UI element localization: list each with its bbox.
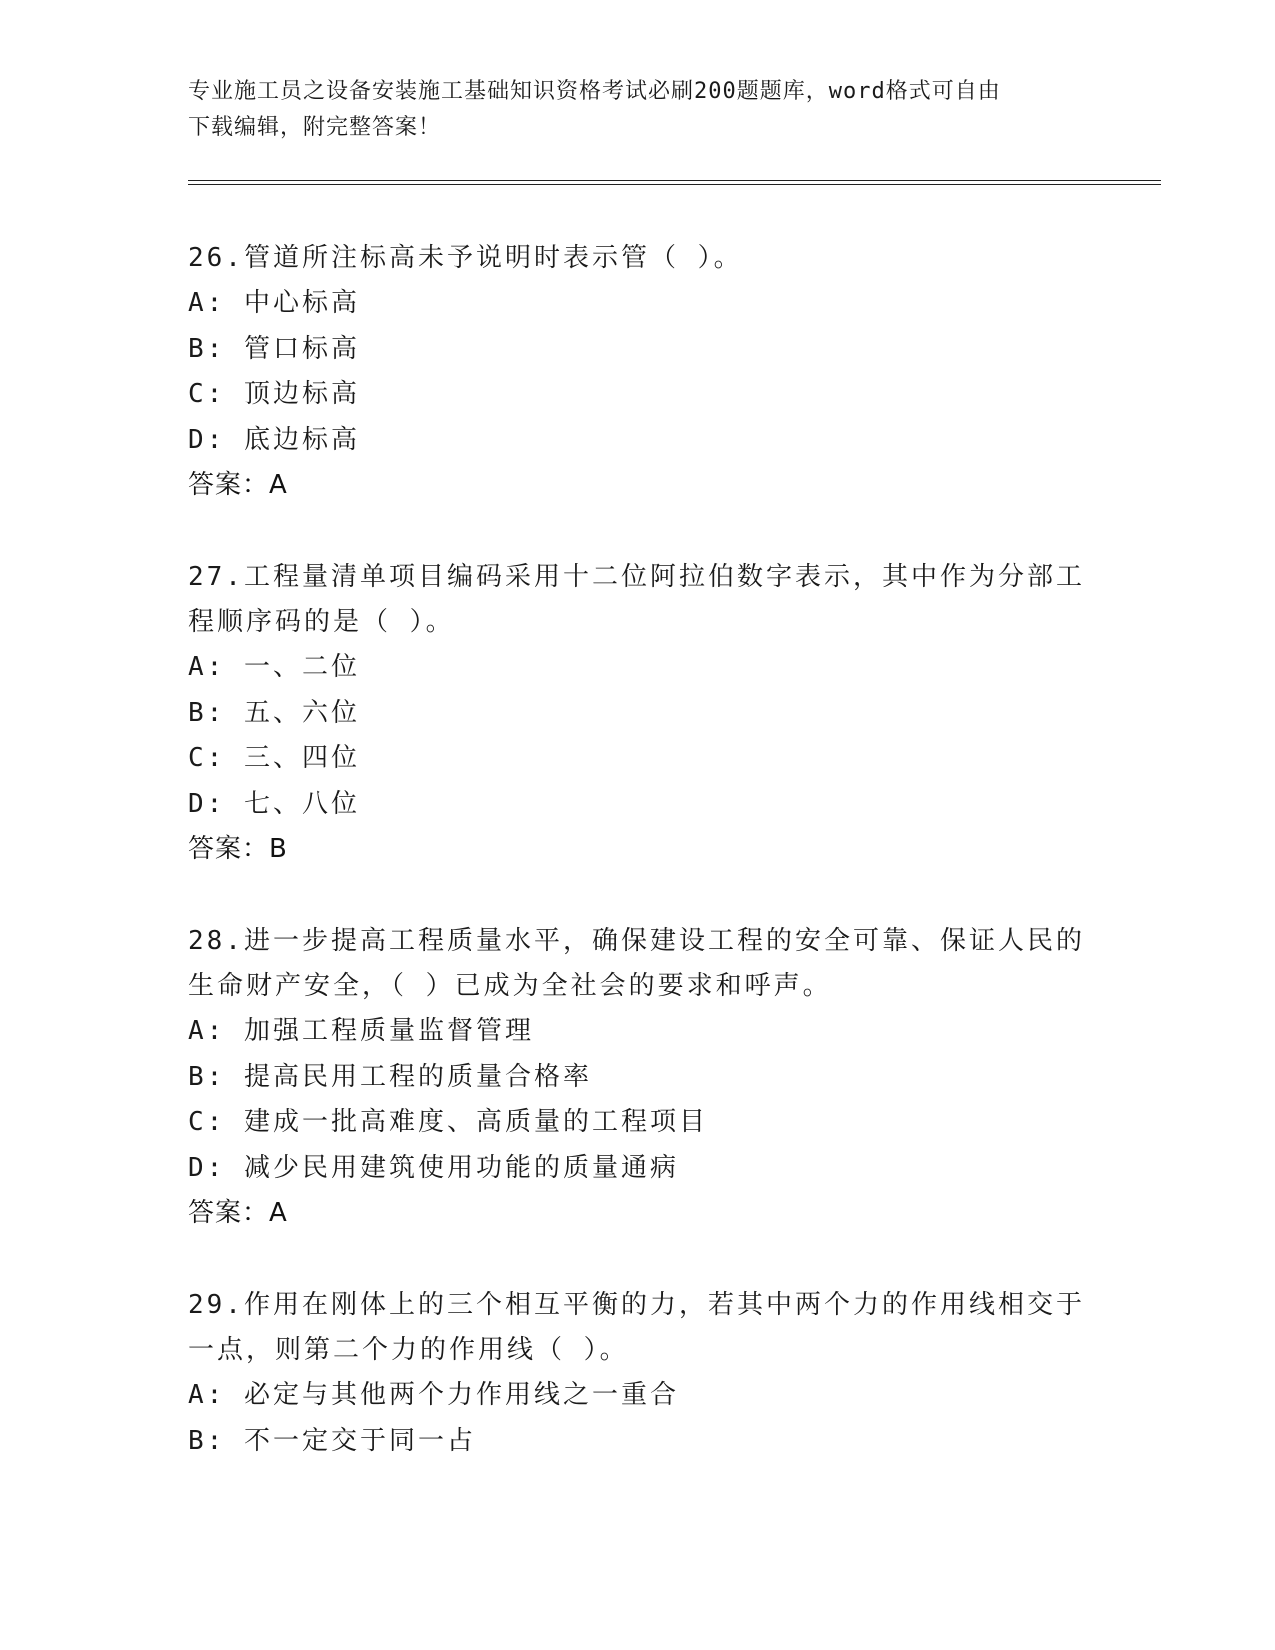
question-stem: 27.工程量清单项目编码采用十二位阿拉伯数字表示，其中作为分部工程顺序码的是（ ）。	[188, 562, 1085, 637]
answer: 答案：B	[188, 834, 288, 864]
option-c: C: 三、四位	[188, 743, 360, 773]
option-c: C: 建成一批高难度、高质量的工程项目	[188, 1107, 708, 1137]
option-b: B: 不一定交于同一占	[188, 1425, 476, 1456]
option-b: B: 五、六位	[188, 697, 360, 728]
question-28	[188, 919, 1088, 1236]
option-c: C: 顶边标高	[188, 379, 360, 409]
option-b: B: 管口标高	[188, 333, 360, 364]
option-d: D: 七、八位	[188, 788, 360, 819]
question-list	[188, 236, 1088, 1511]
option-a: A: 一、二位	[188, 652, 360, 682]
header-line-1: 专业施工员之设备安装施工基础知识资格考试必刷200题题库，word格式可自由	[188, 79, 1001, 104]
option-d: D: 底边标高	[188, 424, 360, 455]
option-a: A: 加强工程质量监督管理	[188, 1016, 534, 1046]
question-27	[188, 555, 1088, 872]
header-double-rule	[188, 180, 1161, 185]
option-a: A: 必定与其他两个力作用线之一重合	[188, 1380, 679, 1410]
question-stem: 29.作用在刚体上的三个相互平衡的力，若其中两个力的作用线相交于一点，则第二个力的作用线（ ）。	[188, 1290, 1085, 1365]
question-stem: 26.管道所注标高未予说明时表示管（ ）。	[188, 243, 743, 273]
option-b: B: 提高民用工程的质量合格率	[188, 1061, 592, 1092]
option-d: D: 减少民用建筑使用功能的质量通病	[188, 1152, 679, 1183]
question-26	[188, 236, 1088, 508]
question-29	[188, 1283, 1088, 1464]
question-stem: 28.进一步提高工程质量水平，确保建设工程的安全可靠、保证人民的生命财产安全，（ ）已成为全社会的要求和呼声。	[188, 926, 1085, 1001]
answer: 答案：A	[188, 470, 288, 500]
page-header	[188, 74, 1068, 146]
header-line-2: 下载编辑，附完整答案！	[188, 115, 442, 140]
answer: 答案：A	[188, 1198, 288, 1228]
option-a: A: 中心标高	[188, 288, 360, 318]
